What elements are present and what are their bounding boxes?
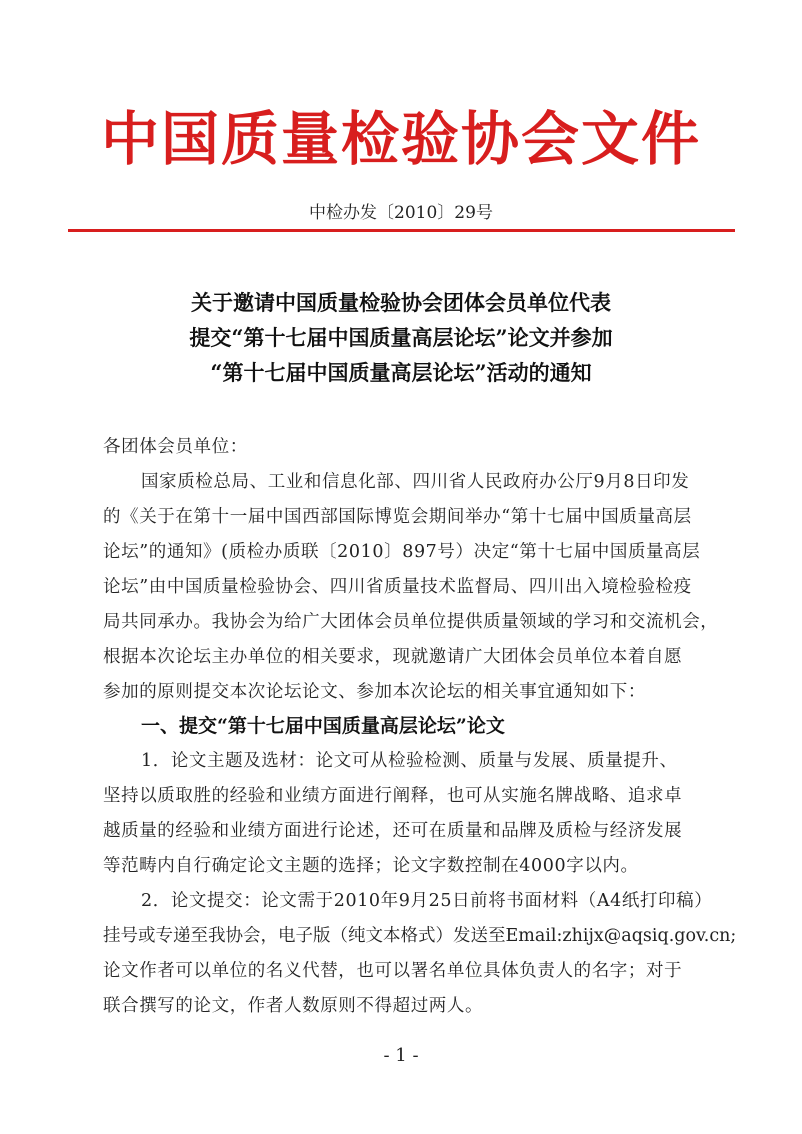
item-1-line: 坚持以质取胜的经验和业绩方面进行阐释，也可从实施名牌战略、追求卓	[103, 786, 683, 806]
notice-title-line-3: “第十七届中国质量高层论坛”活动的通知	[210, 360, 592, 385]
intro-line: 参加的原则提交本次论坛论文、参加本次论坛的相关事宜通知如下：	[103, 682, 646, 702]
item-2-line: 2．论文提交：论文需于2010年9月25日前将书面材料（A4纸打印稿）	[141, 891, 713, 911]
item-1-line: 等范畴内自行确定论文主题的选择；论文字数控制在4000字以内。	[103, 856, 639, 876]
intro-line: 局共同承办。我协会为给广大团体会员单位提供质量领域的学习和交流机会，	[103, 612, 719, 632]
notice-title-line-1: 关于邀请中国质量检验协会团体会员单位代表	[191, 290, 611, 315]
section-1-heading: 一、提交“第十七届中国质量高层论坛”论文	[141, 715, 505, 737]
item-1-line: 1．论文主题及选材：论文可从检验检测、质量与发展、质量提升、	[141, 751, 678, 771]
item-2-line: 论文作者可以单位的名义代替，也可以署名单位具体负责人的名字；对于	[103, 961, 683, 981]
intro-line: 的《关于在第十一届中国西部国际博览会期间举办“第十七届中国质量高层	[103, 507, 692, 527]
salutation: 各团体会员单位：	[103, 437, 248, 457]
document-header-title: 中国质量检验协会文件	[100, 105, 701, 173]
intro-line: 根据本次论坛主办单位的相关要求，现就邀请广大团体会员单位本着自愿	[103, 647, 683, 667]
intro-line: 国家质检总局、工业和信息化部、四川省人民政府办公厅9月8日印发	[141, 472, 690, 492]
item-2-line: 挂号或专递至我协会，电子版（纯文本格式）发送至Email:zhijx@aqsiq.gov.cn;	[103, 926, 737, 946]
item-2-line: 联合撰写的论文，作者人数原则不得超过两人。	[103, 996, 484, 1016]
page-number: - 1 -	[383, 1045, 419, 1066]
item-1-line: 越质量的经验和业绩方面进行论述，还可在质量和品牌及质检与经济发展	[103, 821, 683, 841]
document-number: 中检办发〔2010〕29号	[309, 203, 493, 223]
intro-line: 论坛”由中国质量检验协会、四川省质量技术监督局、四川出入境检验检疫	[103, 577, 692, 597]
intro-line: 论坛”的通知》(质检办质联〔2010〕897号）决定“第十七届中国质量高层	[103, 542, 701, 562]
notice-title-line-2: 提交“第十七届中国质量高层论坛”论文并参加	[189, 325, 613, 350]
header-divider	[68, 229, 735, 232]
